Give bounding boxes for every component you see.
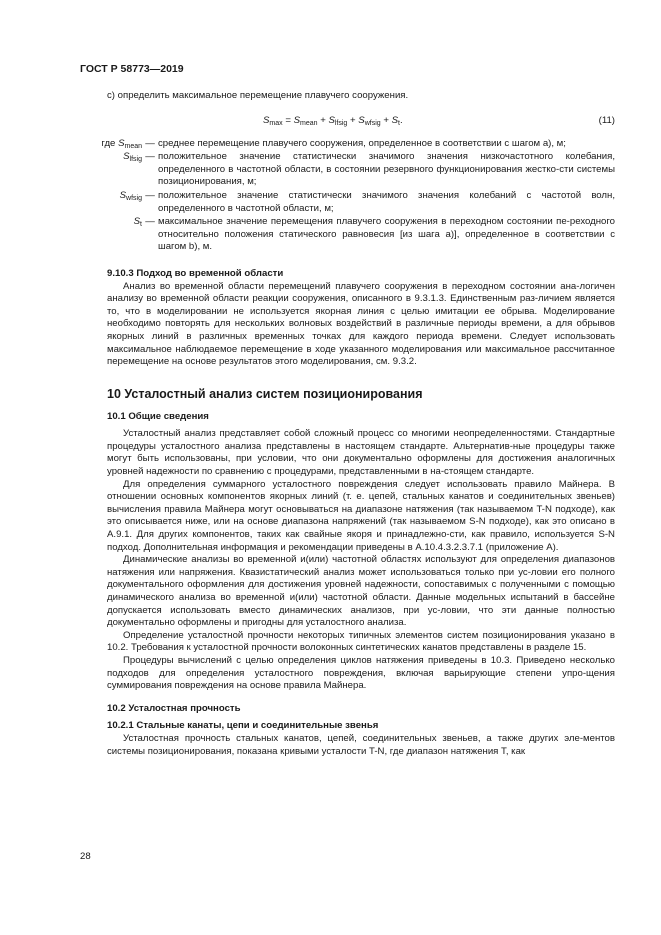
section-10-2-1-text: Усталостная прочность стальных канатов, цепей, соединительных звеньев, а также других эле-ментов системы позиционирования, показана кривыми усталости T-N, где диапазон натяжения T, как [107,732,615,757]
step-c-text: с) определить максимальное перемещение плавучего сооружения. [107,90,409,101]
where-word: где [101,137,116,149]
where-item: $S_{lfsig}$ — положительное значение статистически значимого значения низкочастотного колебания, определенного в частотной области, в состоянии резервного функционирования жестко-сти системы позиционирования, м; [123,151,615,188]
paragraph: Процедуры вычислений с целью определения циклов натяжения приведены в 10.3. Приведено несколько подходов для определения усталостного повреждения, включая варьирующие степени упро-щения суммирования повреждения на основе правила Майнера. [107,654,615,692]
section-9-10-3-heading: 9.10.3 Подход во временной области [107,267,284,279]
section-10-heading: 10 Усталостный анализ систем позиционирования [107,386,423,401]
paragraph: Динамические анализы во временной и(или) частотной областях используют для определения диапазонов натяжения или напряжения. Квазистатический анализ может использоваться только при ус-ловии его полного документального оформления для достижения уровней надежности, сопоставимых с полученными с помощью динамического анализа во временной и(или) частотной области. Данные модельных испытаний в бассейне допускается использовать вместо динамических анализов, при ус-ловии, что эти данные полностью документально оформлены и пригодны для усталостного анализа. [107,554,615,629]
document-header: ГОСТ Р 58773—2019 [80,63,184,75]
page-number: 28 [80,851,91,862]
section-10-2-heading: 10.2 Усталостная прочность [107,702,241,714]
where-list [80,138,615,254]
paragraph: Определение усталостной прочности некоторых типичных элементов систем позиционирования указано в 10.2. Требования к усталостной прочности волоконных синтетических канатов представлены в разделе 15. [107,629,615,654]
section-10-2-1-heading: 10.2.1 Стальные канаты, цепи и соединительные звенья [107,720,379,732]
formula-11 [107,115,615,131]
paragraph: Усталостный анализ представляет собой сложный процесс со многими неопределенностями. Стандартные процедуры усталостного анализа представлены в настоящем стандарте. Альтернатив-ные процедуры также могут быть использованы, при условии, что они документально оформлены для достижения аналогичных уровней надежности по сравнению с процедурами, представленными в на-стоящем стандарте. [107,428,615,478]
paragraph: Для определения суммарного усталостного повреждения следует использовать правило Майнера. В отношении основных компонентов якорных линий (т. е. цепей, стальных канатов и соединительных звеньев) вычисления правила Майнера могут основываться на диапазоне натяжения (так называемом T-N подходе), как это описывается ниже, или на основе диапазона напряжений (так называемом S-N подходе), как это описано в А.9.1. Для других компонентов, таких как свайные якоря и принадлежно-сти, как правило, используется S-N подход. Дополнительная информация и рекомендации приведены в А.10.4.3.2.3.7.1 (приложение А). [107,478,615,553]
where-item: $S_t$ — максимальное значение перемещения плавучего сооружения в переходном состоянии пе-реходного относительно положения статического равновесия [из шага а)], определенное в соответствии с шагом b), м. [133,216,615,253]
formula-number: (11) [598,114,615,126]
formula-expression: $S_{max} = S_{mean} + S_{lfsig} + S_{wfsig} + S_t$. [263,114,403,127]
where-item: где $S_{mean}$ — среднее перемещение плавучего сооружения, определенное в соответствии с шагом а), м; [101,137,566,150]
page-content [101,90,615,758]
section-10-1-heading: 10.1 Общие сведения [107,410,209,422]
section-9-10-3-text: Анализ во временной области перемещений плавучего сооружения в переходном состоянии ана-логичен анализу во временной области реакции сооружения, описанного в 9.3.1.3. Единственным раз-личием является то, что в моделировании не используется якорная линия с целью имитации ее обрыва. Моделирование необходимо повторять для нескольких волновых воздействий в различные периоды времени, а для обрывов якорных линий в различных временных точках для каждого периода времени. Следует использовать максимальное наблюдаемое перемещение в ходе указанного моделирования или максимальное рассчитанное перемещение на основе результатов этого моделирования, см. 9.3.2. [107,280,615,368]
where-item: $S_{wfsig}$ — положительное значение статистически значимого значения колебаний с частотой волн, определенного в частотной области, м; [119,189,615,214]
